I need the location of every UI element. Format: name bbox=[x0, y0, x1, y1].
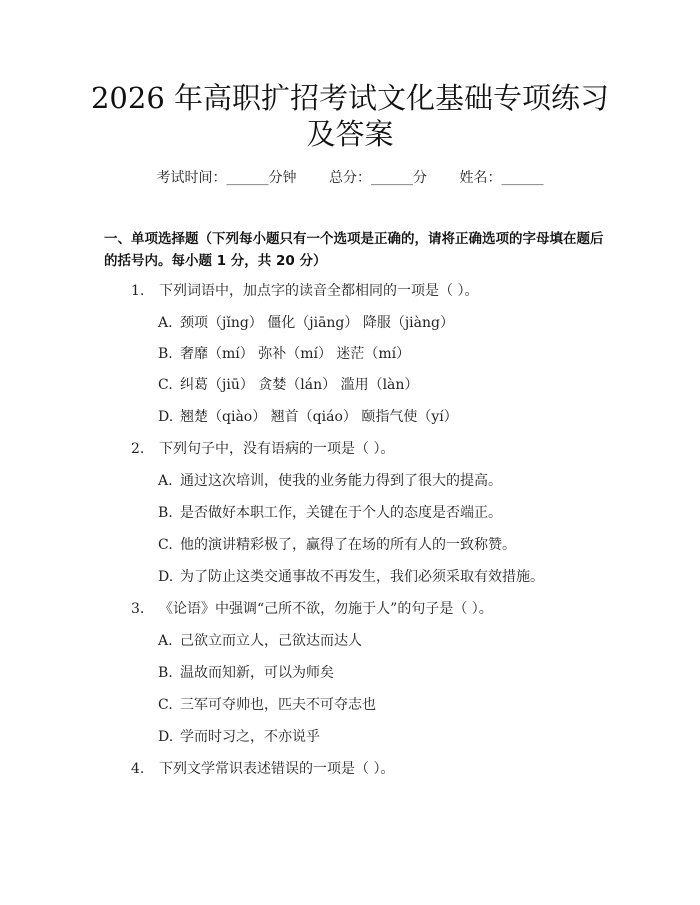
question-1-option-b bbox=[158, 343, 410, 365]
option-text: 己欲立而立人，己欲达而达人 bbox=[180, 633, 362, 649]
question-1-option-c bbox=[158, 374, 418, 396]
option-text: 奢靡（mí） 弥补（mí） 迷茫（mí） bbox=[180, 346, 411, 362]
option-text: 颈项（jǐng） 僵化（jiāng） 降服（jiàng） bbox=[180, 315, 454, 331]
option-letter: C. bbox=[158, 697, 173, 713]
question-stem: 《论语》中强调“己所不欲，勿施于人”的句子是（ ）。 bbox=[159, 601, 493, 617]
question-3 bbox=[131, 598, 493, 620]
question-3-option-a bbox=[158, 630, 362, 652]
section-heading: 一、单项选择题（下列每小题只有一个选项是正确的，请将正确选项的字母填在题后的括号内。每小题 1 分，共 20 分） bbox=[104, 231, 604, 269]
option-letter: A. bbox=[158, 315, 173, 331]
question-2-option-a bbox=[158, 470, 502, 492]
question-1 bbox=[131, 280, 478, 302]
document-title: 2026 年高职扩招考试文化基础专项练习及答案 bbox=[90, 81, 610, 151]
question-2-option-b bbox=[158, 502, 502, 524]
option-letter: B. bbox=[158, 505, 173, 521]
option-text: 三军可夺帅也，匹夫不可夺志也 bbox=[180, 697, 376, 713]
option-text: 他的演讲精彩极了，赢得了在场的所有人的一致称赞。 bbox=[180, 537, 516, 553]
question-stem: 下列词语中，加点字的读音全都相同的一项是（ ）。 bbox=[159, 283, 479, 299]
option-letter: D. bbox=[158, 569, 174, 585]
exam-time-field: 考试时间：______分钟 bbox=[156, 170, 297, 186]
option-letter: C. bbox=[158, 377, 173, 393]
option-text: 温故而知新，可以为师矣 bbox=[180, 665, 334, 681]
question-number: 3. bbox=[131, 601, 145, 617]
question-3-option-b bbox=[158, 662, 334, 684]
question-1-option-d bbox=[158, 406, 458, 428]
option-text: 学而时习之，不亦说乎 bbox=[180, 729, 320, 745]
option-text: 通过这次培训，使我的业务能力得到了很大的提高。 bbox=[180, 473, 502, 489]
question-2 bbox=[131, 438, 394, 460]
option-text: 是否做好本职工作，关键在于个人的态度是否端正。 bbox=[180, 505, 502, 521]
question-2-option-c bbox=[158, 534, 516, 556]
question-4 bbox=[131, 758, 394, 780]
option-text: 为了防止这类交通事故不再发生，我们必须采取有效措施。 bbox=[180, 569, 544, 585]
option-letter: B. bbox=[158, 346, 173, 362]
option-letter: A. bbox=[158, 633, 173, 649]
question-stem: 下列文学常识表述错误的一项是（ ）。 bbox=[159, 761, 395, 777]
question-1-option-a bbox=[158, 312, 454, 334]
exam-info-line bbox=[0, 168, 700, 188]
option-text: 翘楚（qiào） 翘首（qiáo） 颐指气使（yí） bbox=[180, 409, 458, 425]
question-3-option-c bbox=[158, 694, 376, 716]
question-number: 2. bbox=[131, 441, 145, 457]
question-stem: 下列句子中，没有语病的一项是（ ）。 bbox=[159, 441, 395, 457]
option-text: 纠葛（jiū） 贪婪（lán） 滥用（làn） bbox=[180, 377, 419, 393]
option-letter: B. bbox=[158, 665, 173, 681]
option-letter: D. bbox=[158, 729, 174, 745]
name-field: 姓名：______ bbox=[459, 170, 544, 186]
question-number: 4. bbox=[131, 761, 145, 777]
question-2-option-d bbox=[158, 566, 544, 588]
option-letter: A. bbox=[158, 473, 173, 489]
option-letter: D. bbox=[158, 409, 174, 425]
option-letter: C. bbox=[158, 537, 173, 553]
total-score-field: 总分：______分 bbox=[329, 170, 427, 186]
question-3-option-d bbox=[158, 726, 320, 748]
question-number: 1. bbox=[131, 283, 145, 299]
